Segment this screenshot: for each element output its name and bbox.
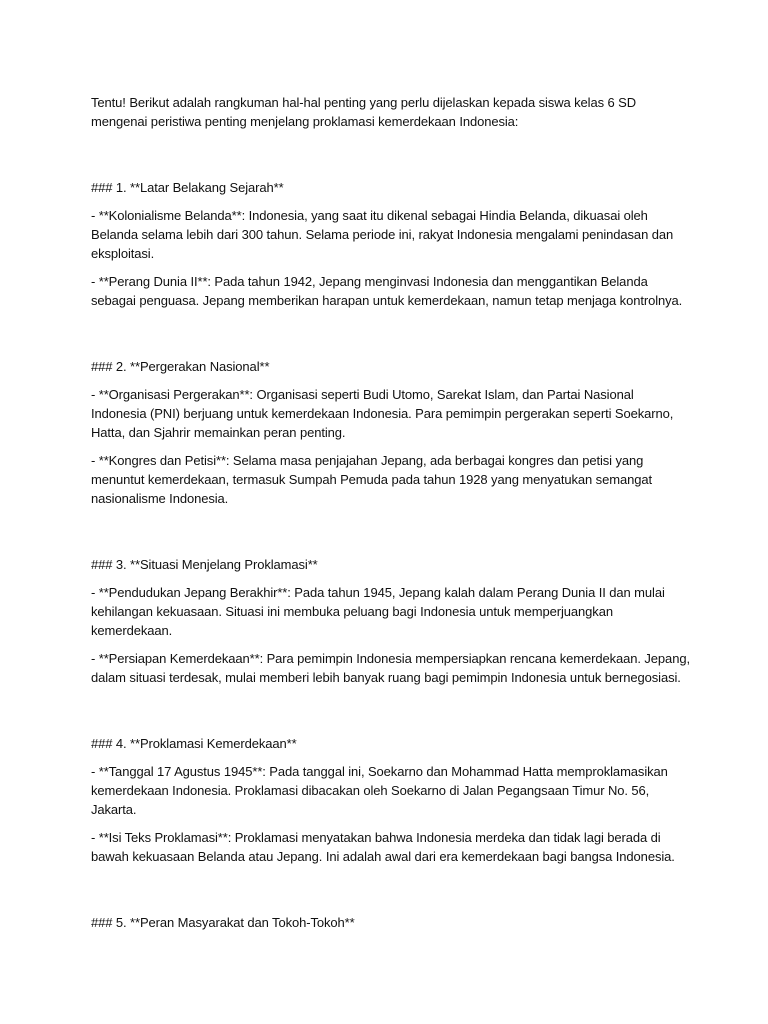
section-heading: ### 5. **Peran Masyarakat dan Tokoh-Tokoh**	[91, 915, 355, 930]
section-heading: ### 3. **Situasi Menjelang Proklamasi**	[91, 557, 318, 572]
section-peran-masyarakat	[91, 913, 691, 932]
bullet-paragraph: - **Pendudukan Jepang Berakhir**: Pada tahun 1945, Jepang kalah dalam Perang Dunia II dan mulai kehilangan kekuasaan. Situasi ini membuka peluang bagi Indonesia untuk memperjuangkan kemerdekaan.	[91, 585, 665, 638]
bullet-paragraph: - **Persiapan Kemerdekaan**: Para pemimpin Indonesia mempersiapkan rencana kemerdekaan. Jepang, dalam situasi terdesak, mulai memberi lebih banyak ruang bagi pemimpin Indonesia untuk bernegosiasi.	[91, 651, 690, 685]
section-pergerakan-nasional	[91, 357, 691, 508]
intro-paragraph: Tentu! Berikut adalah rangkuman hal-hal penting yang perlu dijelaskan kepada siswa kelas 6 SD mengenai peristiwa penting menjelang proklamasi kemerdekaan Indonesia:	[91, 95, 636, 129]
bullet-paragraph: - **Perang Dunia II**: Pada tahun 1942, Jepang menginvasi Indonesia dan menggantikan Belanda sebagai penguasa. Jepang memberikan harapan untuk kemerdekaan, namun tetap menjaga kontrolnya.	[91, 274, 683, 308]
section-proklamasi	[91, 734, 691, 866]
bullet-paragraph: - **Kongres dan Petisi**: Selama masa penjajahan Jepang, ada berbagai kongres dan petisi yang menuntut kemerdekaan, termasuk Sumpah Pemuda pada tahun 1928 yang menyatukan semangat nasionalisme Indonesia.	[91, 453, 652, 506]
bullet-paragraph: - **Organisasi Pergerakan**: Organisasi seperti Budi Utomo, Sarekat Islam, dan Partai Nasional Indonesia (PNI) berjuang untuk kemerdekaan Indonesia. Para pemimpin pergerakan seperti Soekarno, Hatta, dan Sjahrir memainkan peran penting.	[91, 387, 674, 440]
bullet-paragraph: - **Tanggal 17 Agustus 1945**: Pada tanggal ini, Soekarno dan Mohammad Hatta memproklamasikan kemerdekaan Indonesia. Proklamasi dibacakan oleh Soekarno di Jalan Pegangsaan Timur No. 56, Jakarta.	[91, 764, 668, 817]
section-situasi-menjelang	[91, 555, 691, 687]
document-page	[91, 93, 691, 979]
section-heading: ### 4. **Proklamasi Kemerdekaan**	[91, 736, 297, 751]
section-latar-belakang	[91, 178, 691, 310]
section-heading: ### 2. **Pergerakan Nasional**	[91, 359, 270, 374]
bullet-paragraph: - **Isi Teks Proklamasi**: Proklamasi menyatakan bahwa Indonesia merdeka dan tidak lagi berada di bawah kekuasaan Belanda atau Jepang. Ini adalah awal dari era kemerdekaan bagi bangsa Indonesia.	[91, 830, 675, 864]
bullet-paragraph: - **Kolonialisme Belanda**: Indonesia, yang saat itu dikenal sebagai Hindia Belanda, dikuasai oleh Belanda selama lebih dari 300 tahun. Selama periode ini, rakyat Indonesia mengalami penindasan dan eksploitasi.	[91, 208, 674, 261]
section-heading: ### 1. **Latar Belakang Sejarah**	[91, 180, 284, 195]
